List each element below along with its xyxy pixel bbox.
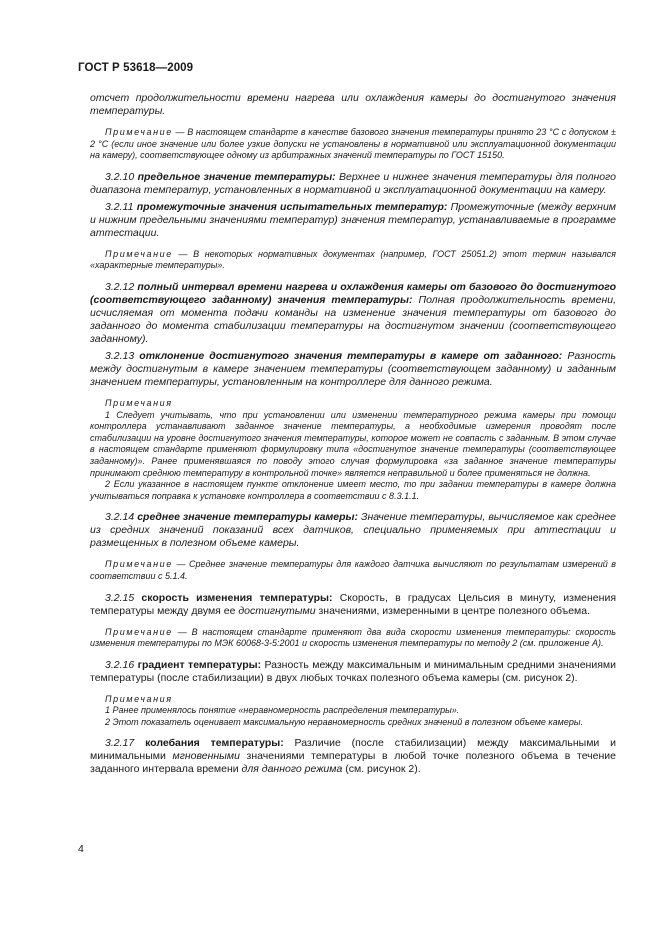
clause-3-2-13	[90, 350, 616, 389]
clause-3-2-17: 3.2.17 колебания температуры: Различие (после стабилизации) между максимальными и минимальными мгновенными значениями температуры в любой точке полезного объема в течение заданного интервала времени для данного режима (см. рисунок 2).	[90, 737, 616, 776]
note-dash: —	[172, 127, 188, 137]
clause-definition: Верхнее и нижнее значения температуры для полного диапазона температур, установленных в нормативной и эксплуатационной документации на камеру.	[90, 170, 617, 196]
clause-term: среднее значение температуры камеры:	[137, 511, 359, 524]
paragraph-continuation: отсчет продолжительности времени нагрева или охлаждения камеры до достигнутого значения температуры.	[90, 92, 616, 117]
page-number: 4	[78, 843, 84, 855]
note-text: В настоящем стандарте в качестве базового значения температуры принято 23 °С с допуском ± 2 °С (если иное значение или более узкие допуски не установлены в нормативной или эксплуатационной документации на камеру), соответствующее одному из арбитражных значений температуры по ГОСТ 15150.	[90, 127, 616, 161]
clause-3-2-14	[90, 511, 616, 550]
note-dash: —	[172, 559, 190, 570]
clause-definition: Значение температуры, вычисляемое как среднее из средних значений показаний всех датчиков, специально применяемых при аттестации и размещенных в полезном объеме камеры.	[90, 511, 617, 550]
clause-number: 3.2.14	[105, 511, 135, 524]
clause-term: колебания температуры:	[145, 737, 284, 750]
note-base-temperature	[90, 127, 616, 162]
clause-term: промежуточные значения испытательных температур:	[136, 200, 448, 213]
clause-number: 3.2.11	[105, 200, 134, 213]
note-label: Примечание	[105, 559, 173, 570]
note-label: Примечание	[105, 626, 173, 637]
clause-3-2-16: 3.2.16 градиент температуры: Разность между максимальным и минимальным средними значениями температуры (после стабилизации) в двух любых точках полезного объема камеры (см. рисунок 2).	[90, 658, 616, 684]
clause-term: скорость изменения температуры:	[141, 591, 333, 604]
note-item-1: 1 Следует учитывать, что при установлении или изменении температурного режима камеры при помощи контроллера устанавливают заданное значение температуры, а необходимые измерения проводят после стабилизации на уровне достигнутого значения температуры, которое может не совпасть с заданным. В этом случае в настоящем стандарте применяют формулировку типа «достигнутое значение температуры (соответствующее заданному)». Ранее применявшаяся по поводу этого случая формулировка «за заданное значение температуры принимают среднюю температуру в контрольной точке» является неправильной и более применяться не должна.	[90, 409, 616, 478]
clause-definition: Промежуточные (между верхним и нижним предельными значениями температур) значения температур, устанавливаемые в программе аттестации.	[90, 200, 616, 239]
note-text: В некоторых нормативных документах (например, ГОСТ 25051.2) этот термин назывался «характерные температуры».	[90, 248, 616, 271]
note-dash: —	[172, 626, 192, 637]
clause-term: предельное значение температуры:	[137, 170, 336, 183]
clause-3-2-15: 3.2.15 скорость изменения температуры: Скорость, в градусах Цельсия в минуту, изменения температуры между двумя ее достигнутыми значениями, измеренными в центре полезного объема.	[90, 591, 616, 617]
note-item-2b: 2 Этот показатель оценивает максимальную неравномерность средних значений в полезном объеме камеры.	[105, 716, 583, 727]
clause-term: градиент температуры:	[137, 658, 262, 671]
note-label: Примечание	[105, 127, 173, 137]
note-label: Примечание	[105, 248, 173, 259]
note-rate-types	[90, 627, 616, 650]
clause-definition: Разность между достигнутым в камере значением температуры (соответствующем заданному) и заданным значением температуры, установленным на контроллере для данного режима.	[90, 349, 616, 388]
note-text: Среднее значение температуры для каждого датчика вычисляют по результатам измерений в соответствии с 5.1.4.	[90, 559, 616, 581]
clause-term: полный интервал времени нагрева и охлаждения камеры от базового до достигнутого (соответствующего заданному) значения температуры:	[90, 280, 616, 306]
clause-term: отклонение достигнутого значения температуры в камере от заданного:	[139, 349, 563, 362]
document-body	[90, 92, 616, 776]
clause-number: 3.2.12	[105, 280, 135, 293]
clause-number: 3.2.10	[105, 170, 135, 183]
clause-definition: Полная продолжительность времени, исчисляемая от момента подачи команды на изменение значения температуры от базового до заданного до момента стабилизации температуры на достигнутом значении (соответствующего заданному).	[90, 293, 616, 345]
notes-label-1: Примечания	[105, 397, 173, 408]
note-item-2: 2 Если указанное в настоящем пункте отклонение имеет место, то при задании температуры в камере должна учитываться поправка к установке контроллера в соответствии с 8.3.1.1.	[90, 479, 616, 501]
document-header: ГОСТ Р 53618—2009	[78, 62, 194, 74]
note-dash: —	[172, 248, 194, 259]
note-average-per-sensor	[90, 559, 616, 582]
clause-number: 3.2.13	[105, 349, 135, 362]
note-item-1b: 1 Ранее применялось понятие «неравномерность распределения температуры».	[105, 705, 460, 716]
note-text: В настоящем стандарте применяют два вида скорости изменения температуры: скорость изменения температуры по МЭК 60068-3-5:2001 и скорость изменения температуры по методу 2 (см. приложение А).	[90, 626, 616, 649]
clause-number: 3.2.17	[105, 737, 135, 750]
clause-number: 3.2.16	[105, 658, 135, 671]
clause-3-2-11	[90, 201, 616, 240]
clause-3-2-12	[90, 281, 616, 346]
note-characteristic-temperatures	[90, 249, 616, 272]
notes-label-2: Примечания	[105, 693, 173, 704]
clause-number: 3.2.15	[105, 591, 135, 604]
clause-3-2-10	[90, 171, 616, 197]
